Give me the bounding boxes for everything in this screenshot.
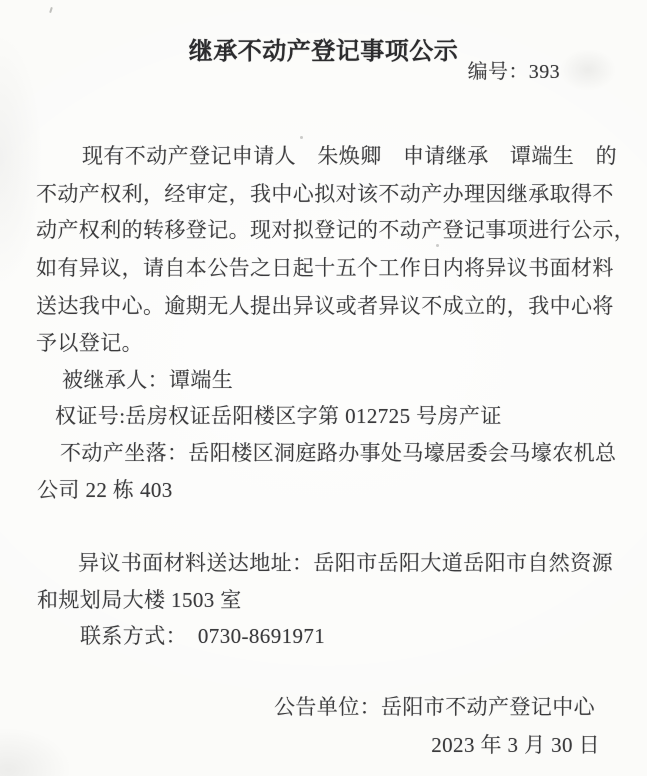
body-paragraph-line-4: 如有异议，请自本公告之日起十五个工作日内将异议书面材料 [36, 256, 614, 280]
objection-address-line-1: 异议书面材料送达地址：岳阳市岳阳大道岳阳市自然资源 [78, 551, 613, 575]
scan-noise-dot [300, 136, 303, 139]
property-location-line-1: 不动产坐落：岳阳楼区洞庭路办事处马壕居委会马壕农机总 [60, 441, 617, 465]
body-paragraph-line-5: 送达我中心。逾期无人提出异议或者异议不成立的，我中心将 [36, 294, 614, 318]
certificate-number-line: 权证号:岳房权证岳阳楼区字第 012725 号房产证 [55, 404, 502, 428]
body-paragraph-line-3: 动产权利的转移登记。现对拟登记的不动产登记事项进行公示， [36, 218, 636, 242]
doc-number: 编号：393 [467, 61, 560, 83]
body-paragraph-line-1: 现有不动产登记申请人 朱焕卿 申请继承 谭端生 的 [82, 144, 617, 168]
objection-address-line-2: 和规划局大楼 1503 室 [37, 588, 242, 612]
body-paragraph-line-2: 不动产权利，经审定，我中心拟对该不动产办理因继承取得不 [36, 182, 614, 206]
body-paragraph-line-6: 予以登记。 [36, 331, 143, 355]
decedent-line: 被继承人：谭端生 [62, 368, 234, 392]
contact-line: 联系方式： 0730-8691971 [80, 624, 326, 648]
date-line: 2023 年 3 月 30 日 [431, 733, 600, 757]
doc-title: 继承不动产登记事项公示 [188, 39, 459, 66]
scan-noise-mark [49, 7, 53, 13]
issuer-line: 公告单位：岳阳市不动产登记中心 [274, 695, 595, 719]
property-location-line-2: 公司 22 栋 403 [37, 478, 173, 502]
